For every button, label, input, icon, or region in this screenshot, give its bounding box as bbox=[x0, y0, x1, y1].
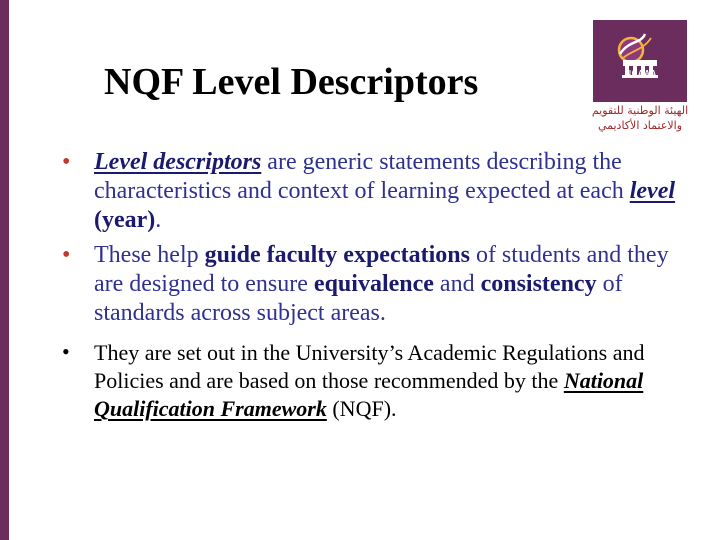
bullet-text: and bbox=[433, 271, 481, 297]
term-national-qualification-framework: National Qualification Framework bbox=[94, 368, 644, 421]
logo-abbreviation: NCAAA bbox=[625, 69, 657, 78]
bullet-text: . bbox=[155, 207, 162, 233]
bullet-item-3 bbox=[62, 339, 682, 423]
bullet-item-1 bbox=[62, 148, 682, 235]
logo-arabic-name bbox=[585, 103, 695, 133]
term-guide-faculty-expectations: guide faculty expectations bbox=[204, 242, 470, 268]
term-equivalence: equivalence bbox=[313, 271, 434, 297]
term-level-descriptors: Level descriptors bbox=[94, 149, 262, 175]
bullet-text: are generic statements describing the characteristics and context of learning expected at each bbox=[94, 149, 630, 204]
bullet-text: They are set out in the University’s Academic Regulations and Policies and are based on those recommended by the bbox=[94, 340, 645, 393]
left-accent-bar bbox=[0, 0, 9, 540]
ncaaa-logo bbox=[593, 20, 687, 137]
logo-arabic-line2: والاعتماد الأكاديمي bbox=[597, 119, 683, 132]
term-year: (year) bbox=[94, 207, 156, 233]
logo-arabic-line1: الهيئة الوطنية للتقويم bbox=[591, 104, 689, 117]
bullet-text: of students and they are designed to ensure bbox=[94, 242, 669, 297]
bullet-marker: • bbox=[62, 242, 71, 268]
term-level: level bbox=[629, 178, 676, 204]
swirl-icon bbox=[619, 34, 651, 62]
bullet-list bbox=[62, 148, 682, 423]
ncaaa-logo-icon bbox=[593, 20, 687, 102]
bullet-item-2 bbox=[62, 241, 682, 328]
term-consistency: consistency bbox=[480, 271, 597, 297]
slide-title: NQF Level Descriptors bbox=[104, 61, 479, 103]
bullet-text: (NQF). bbox=[326, 396, 397, 421]
bullet-text: These help bbox=[94, 242, 205, 268]
logo-block bbox=[593, 20, 687, 102]
bullet-text: of standards across subject areas. bbox=[94, 271, 623, 326]
bullet-marker: • bbox=[62, 339, 70, 364]
bullet-marker: • bbox=[62, 149, 71, 175]
